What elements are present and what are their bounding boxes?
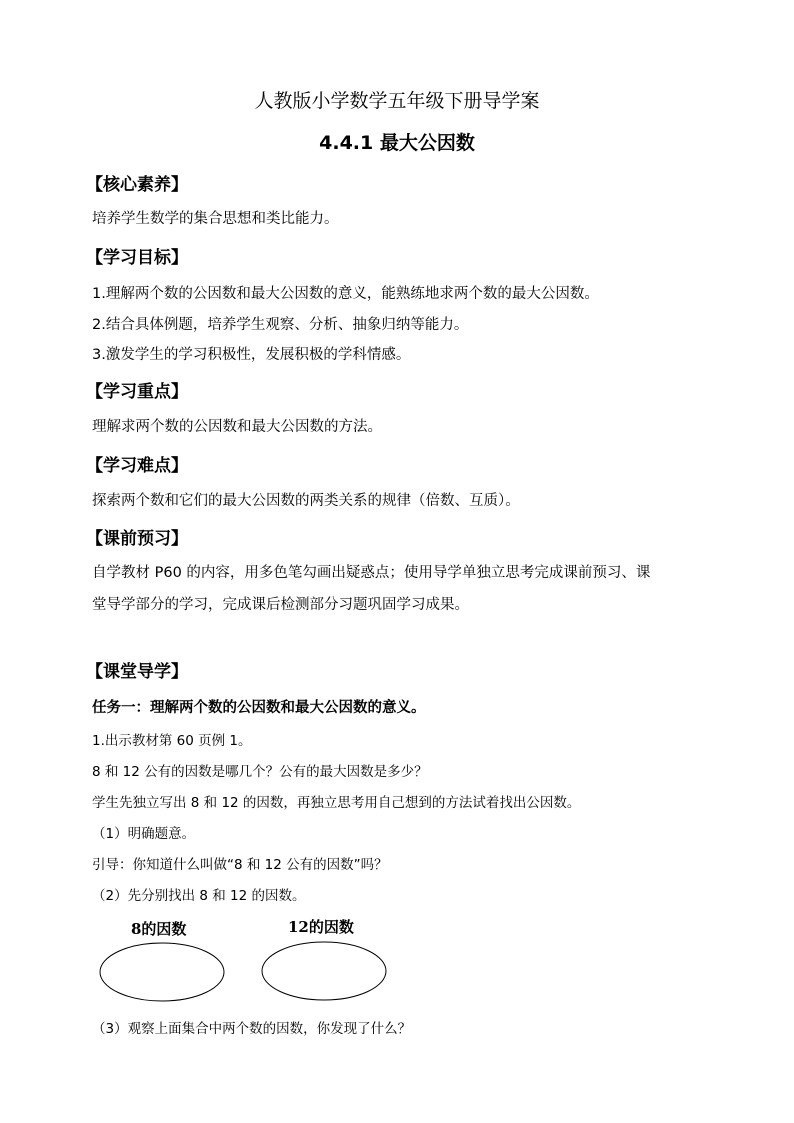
guide-line-5: 引导：你知道什么叫做“8 和 12 公有的因数”吗？: [92, 857, 388, 873]
preview-text-line-1: 自学教材 P60 的内容，用多色笔勾画出疑惑点；使用导学单独立思考完成课前预习、课: [92, 565, 651, 581]
task-one-title: 任务一：理解两个数的公因数和最大公因数的意义。: [92, 700, 426, 716]
section-heading-guide: 【课堂导学】: [86, 662, 188, 682]
goal-item-1: 1.理解两个数的公因数和最大公因数的意义，能熟练地求两个数的最大公因数。: [92, 286, 599, 302]
section-heading-preview: 【课前预习】: [86, 529, 188, 549]
set-oval-8: [100, 943, 224, 1001]
set-label-12: 12的因数: [288, 918, 354, 936]
set-oval-12: [262, 942, 386, 1000]
guide-line-7: （3）观察上面集合中两个数的因数，你发现了什么？: [92, 1021, 412, 1037]
guide-line-1: 1.出示教材第 60 页例 1。: [92, 733, 252, 749]
guide-line-3: 学生先独立写出 8 和 12 的因数，再独立思考用自己想到的方法试着找出公因数。: [92, 795, 581, 811]
goal-item-3: 3.激发学生的学习积极性，发展积极的学科情感。: [92, 347, 411, 363]
focus-text: 理解求两个数的公因数和最大公因数的方法。: [92, 419, 382, 435]
guide-line-6: （2）先分别找出 8 和 12 的因数。: [92, 888, 306, 904]
guide-line-2: 8 和 12 公有的因数是哪几个？公有的最大因数是多少？: [92, 764, 428, 780]
section-heading-goals: 【学习目标】: [86, 248, 188, 268]
set-label-8: 8的因数: [131, 920, 187, 938]
difficulty-text: 探索两个数和它们的最大公因数的两类关系的规律（倍数、互质）。: [92, 493, 520, 509]
section-heading-core: 【核心素养】: [86, 175, 188, 195]
goal-item-2: 2.结合具体例题，培养学生观察、分析、抽象归纳等能力。: [92, 317, 469, 333]
preview-text-line-2: 堂导学部分的学习，完成课后检测部分习题巩固学习成果。: [92, 597, 469, 613]
guide-line-4: （1）明确题意。: [92, 826, 196, 842]
section-heading-difficulty: 【学习难点】: [86, 456, 188, 476]
section-heading-focus: 【学习重点】: [86, 382, 188, 402]
document-title: 人教版小学数学五年级下册导学案: [254, 90, 540, 112]
core-text: 培养学生数学的集合思想和类比能力。: [92, 211, 339, 227]
lesson-title: 4.4.1 最大公因数: [319, 132, 475, 154]
